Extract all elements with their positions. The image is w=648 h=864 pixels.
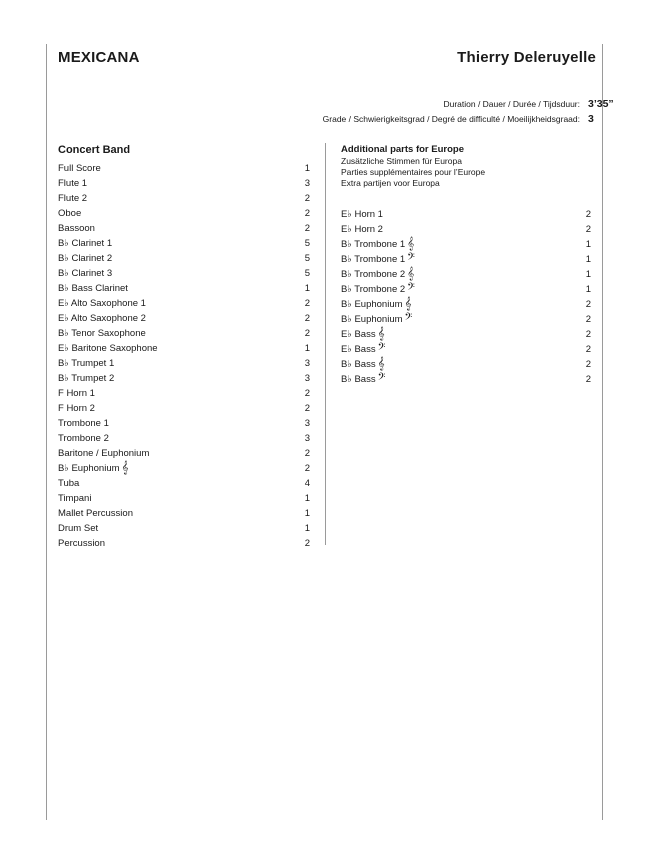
- europe-subtitle-fr: Parties supplémentaires pour l’Europe: [341, 167, 486, 177]
- part-quantity: 3: [304, 433, 310, 444]
- treble-clef-icon: 𝄞: [407, 236, 415, 250]
- part-quantity: 1: [304, 163, 310, 174]
- part-name: E♭ Horn 1: [341, 209, 383, 220]
- part-quantity: 5: [304, 238, 310, 249]
- treble-clef-icon: 𝄞: [407, 266, 415, 280]
- part-name: Trombone 2: [58, 433, 109, 444]
- concert-band-section: [58, 143, 310, 551]
- part-name: B♭ Clarinet 1: [58, 238, 113, 249]
- part-row: [58, 311, 310, 326]
- column-divider: [325, 143, 326, 545]
- part-quantity: 1: [304, 283, 310, 294]
- part-quantity: 2: [585, 299, 591, 310]
- part-label: [58, 446, 149, 461]
- part-name: B♭ Trombone 2: [341, 284, 406, 295]
- part-row: [341, 282, 591, 297]
- part-quantity: 2: [304, 193, 310, 204]
- part-row: [341, 207, 591, 222]
- part-name: Flute 2: [58, 193, 88, 204]
- part-row: [58, 431, 310, 446]
- part-quantity: 2: [585, 224, 591, 235]
- part-name: B♭ Euphonium: [341, 314, 403, 325]
- part-label: [58, 431, 109, 446]
- part-label: [58, 206, 81, 221]
- part-label: [58, 401, 95, 416]
- europe-subtitle-nl: Extra partijen voor Europa: [341, 178, 440, 188]
- treble-clef-icon: 𝄞: [404, 296, 412, 310]
- part-label: [58, 341, 158, 356]
- part-name: B♭ Trumpet 2: [58, 373, 115, 384]
- part-quantity: 3: [304, 418, 310, 429]
- part-row: [58, 401, 310, 416]
- part-label: [341, 267, 414, 282]
- part-name: Drum Set: [58, 523, 99, 534]
- part-row: [58, 236, 310, 251]
- part-quantity: 1: [585, 269, 591, 280]
- part-name: B♭ Tenor Saxophone: [58, 328, 146, 339]
- part-row: [341, 237, 591, 252]
- part-label: [341, 342, 385, 357]
- part-quantity: 2: [304, 448, 310, 459]
- grade-value: 3: [588, 113, 594, 125]
- part-row: [58, 161, 310, 176]
- part-label: [58, 536, 105, 551]
- part-label: [58, 461, 129, 476]
- part-name: Trombone 1: [58, 418, 109, 429]
- part-quantity: 3: [304, 373, 310, 384]
- part-name: B♭ Clarinet 2: [58, 253, 113, 264]
- part-quantity: 2: [585, 314, 591, 325]
- duration-label: Duration / Dauer / Durée / Tijdsduur:: [443, 99, 580, 109]
- part-row: [341, 297, 591, 312]
- part-label: [341, 282, 415, 297]
- part-row: [58, 476, 310, 491]
- part-quantity: 2: [585, 329, 591, 340]
- part-quantity: 3: [304, 178, 310, 189]
- part-label: [58, 251, 112, 266]
- part-name: B♭ Trombone 1: [341, 239, 406, 250]
- part-row: [58, 491, 310, 506]
- concert-band-parts-list: [58, 161, 310, 551]
- part-row: [58, 536, 310, 551]
- part-row: [341, 252, 591, 267]
- part-name: Baritone / Euphonium: [58, 448, 150, 459]
- part-row: [58, 266, 310, 281]
- part-row: [58, 191, 310, 206]
- part-quantity: 1: [304, 493, 310, 504]
- part-name: B♭ Euphonium: [341, 299, 403, 310]
- part-name: B♭ Trumpet 1: [58, 358, 115, 369]
- part-name: B♭ Trombone 1: [341, 254, 406, 265]
- part-row: [341, 222, 591, 237]
- part-quantity: 2: [585, 209, 591, 220]
- part-row: [58, 386, 310, 401]
- part-row: [58, 356, 310, 371]
- part-label: [341, 372, 385, 387]
- part-label: [58, 191, 87, 206]
- part-name: Tuba: [58, 478, 80, 489]
- part-label: [341, 357, 385, 372]
- part-label: [341, 252, 415, 267]
- bass-clef-icon: 𝄢: [404, 311, 413, 325]
- part-name: Full Score: [58, 163, 101, 174]
- part-name: E♭ Alto Saxophone 2: [58, 313, 146, 324]
- part-quantity: 5: [304, 253, 310, 264]
- part-label: [58, 476, 79, 491]
- part-name: B♭ Euphonium: [58, 463, 120, 474]
- part-name: B♭ Clarinet 3: [58, 268, 113, 279]
- part-row: [58, 176, 310, 191]
- part-quantity: 2: [585, 344, 591, 355]
- part-label: [58, 266, 112, 281]
- part-row: [58, 296, 310, 311]
- part-label: [58, 521, 98, 536]
- part-quantity: 2: [304, 313, 310, 324]
- part-label: [58, 281, 128, 296]
- part-name: Bassoon: [58, 223, 95, 234]
- part-row: [341, 342, 591, 357]
- part-label: [58, 386, 95, 401]
- duration-value: 3’35”: [588, 98, 614, 110]
- part-label: [341, 222, 383, 237]
- part-name: F Horn 2: [58, 403, 95, 414]
- part-label: [58, 371, 114, 386]
- europe-subtitle-de: Zusätzliche Stimmen für Europa: [341, 156, 462, 166]
- bass-clef-icon: 𝄢: [377, 341, 386, 355]
- part-quantity: 1: [585, 254, 591, 265]
- part-quantity: 4: [304, 478, 310, 489]
- part-quantity: 3: [304, 358, 310, 369]
- left-margin-rule: [46, 44, 47, 820]
- part-label: [341, 207, 383, 222]
- part-label: [58, 296, 146, 311]
- right-margin-rule: [602, 44, 603, 820]
- part-name: Percussion: [58, 538, 105, 549]
- part-row: [58, 371, 310, 386]
- part-row: [58, 341, 310, 356]
- part-quantity: 2: [304, 223, 310, 234]
- part-quantity: 2: [304, 403, 310, 414]
- part-row: [58, 326, 310, 341]
- part-label: [341, 237, 414, 252]
- part-label: [58, 176, 87, 191]
- concert-band-heading: Concert Band: [58, 144, 131, 156]
- part-quantity: 1: [304, 343, 310, 354]
- part-row: [341, 327, 591, 342]
- part-name: E♭ Alto Saxophone 1: [58, 298, 146, 309]
- part-label: [58, 236, 112, 251]
- part-name: B♭ Bass Clarinet: [58, 283, 128, 294]
- part-label: [58, 356, 114, 371]
- bass-clef-icon: 𝄢: [377, 371, 386, 385]
- part-row: [341, 357, 591, 372]
- europe-parts-list: [341, 207, 591, 387]
- piece-title: MEXICANA: [58, 49, 140, 66]
- part-label: [58, 491, 91, 506]
- part-quantity: 1: [304, 523, 310, 534]
- part-quantity: 2: [304, 208, 310, 219]
- treble-clef-icon: 𝄞: [377, 326, 385, 340]
- part-name: B♭ Bass: [341, 359, 376, 370]
- part-quantity: 2: [304, 463, 310, 474]
- composer-name: Thierry Deleruyelle: [457, 49, 596, 66]
- part-row: [58, 251, 310, 266]
- duration-row: [443, 98, 616, 112]
- treble-clef-icon: 𝄞: [377, 356, 385, 370]
- part-row: [58, 281, 310, 296]
- part-row: [341, 312, 591, 327]
- part-label: [58, 161, 101, 176]
- part-label: [341, 297, 412, 312]
- part-row: [58, 221, 310, 236]
- europe-heading: Additional parts for Europe: [341, 144, 464, 155]
- part-quantity: 1: [585, 284, 591, 295]
- part-name: E♭ Bass: [341, 344, 376, 355]
- part-name: B♭ Trombone 2: [341, 269, 406, 280]
- grade-label: Grade / Schwierigkeitsgrad / Degré de difficulté / Moeilijkheidsgraad:: [322, 114, 580, 124]
- part-row: [341, 372, 591, 387]
- part-label: [341, 327, 385, 342]
- part-name: Timpani: [58, 493, 92, 504]
- part-name: Oboe: [58, 208, 82, 219]
- part-label: [58, 326, 146, 341]
- part-row: [58, 521, 310, 536]
- part-label: [341, 312, 412, 327]
- part-row: [58, 206, 310, 221]
- part-quantity: 2: [585, 374, 591, 385]
- part-quantity: 1: [585, 239, 591, 250]
- part-row: [58, 461, 310, 476]
- part-row: [58, 416, 310, 431]
- part-name: Mallet Percussion: [58, 508, 133, 519]
- part-label: [58, 416, 109, 431]
- part-label: [58, 506, 133, 521]
- part-name: E♭ Bass: [341, 329, 376, 340]
- europe-section: [341, 143, 591, 385]
- part-row: [58, 446, 310, 461]
- bass-clef-icon: 𝄢: [407, 251, 415, 265]
- part-quantity: 2: [304, 388, 310, 399]
- part-quantity: 5: [304, 268, 310, 279]
- part-name: Flute 1: [58, 178, 88, 189]
- part-quantity: 2: [304, 298, 310, 309]
- part-label: [58, 221, 95, 236]
- part-quantity: 1: [304, 508, 310, 519]
- part-quantity: 2: [585, 359, 591, 370]
- part-quantity: 2: [304, 328, 310, 339]
- part-label: [58, 311, 146, 326]
- part-row: [341, 267, 591, 282]
- treble-clef-icon: 𝄞: [121, 460, 129, 474]
- part-name: E♭ Horn 2: [341, 224, 383, 235]
- part-quantity: 2: [304, 538, 310, 549]
- grade-row: [323, 113, 616, 127]
- part-row: [58, 506, 310, 521]
- part-name: B♭ Bass: [341, 374, 376, 385]
- part-name: F Horn 1: [58, 388, 95, 399]
- bass-clef-icon: 𝄢: [407, 281, 415, 295]
- part-name: E♭ Baritone Saxophone: [58, 343, 158, 354]
